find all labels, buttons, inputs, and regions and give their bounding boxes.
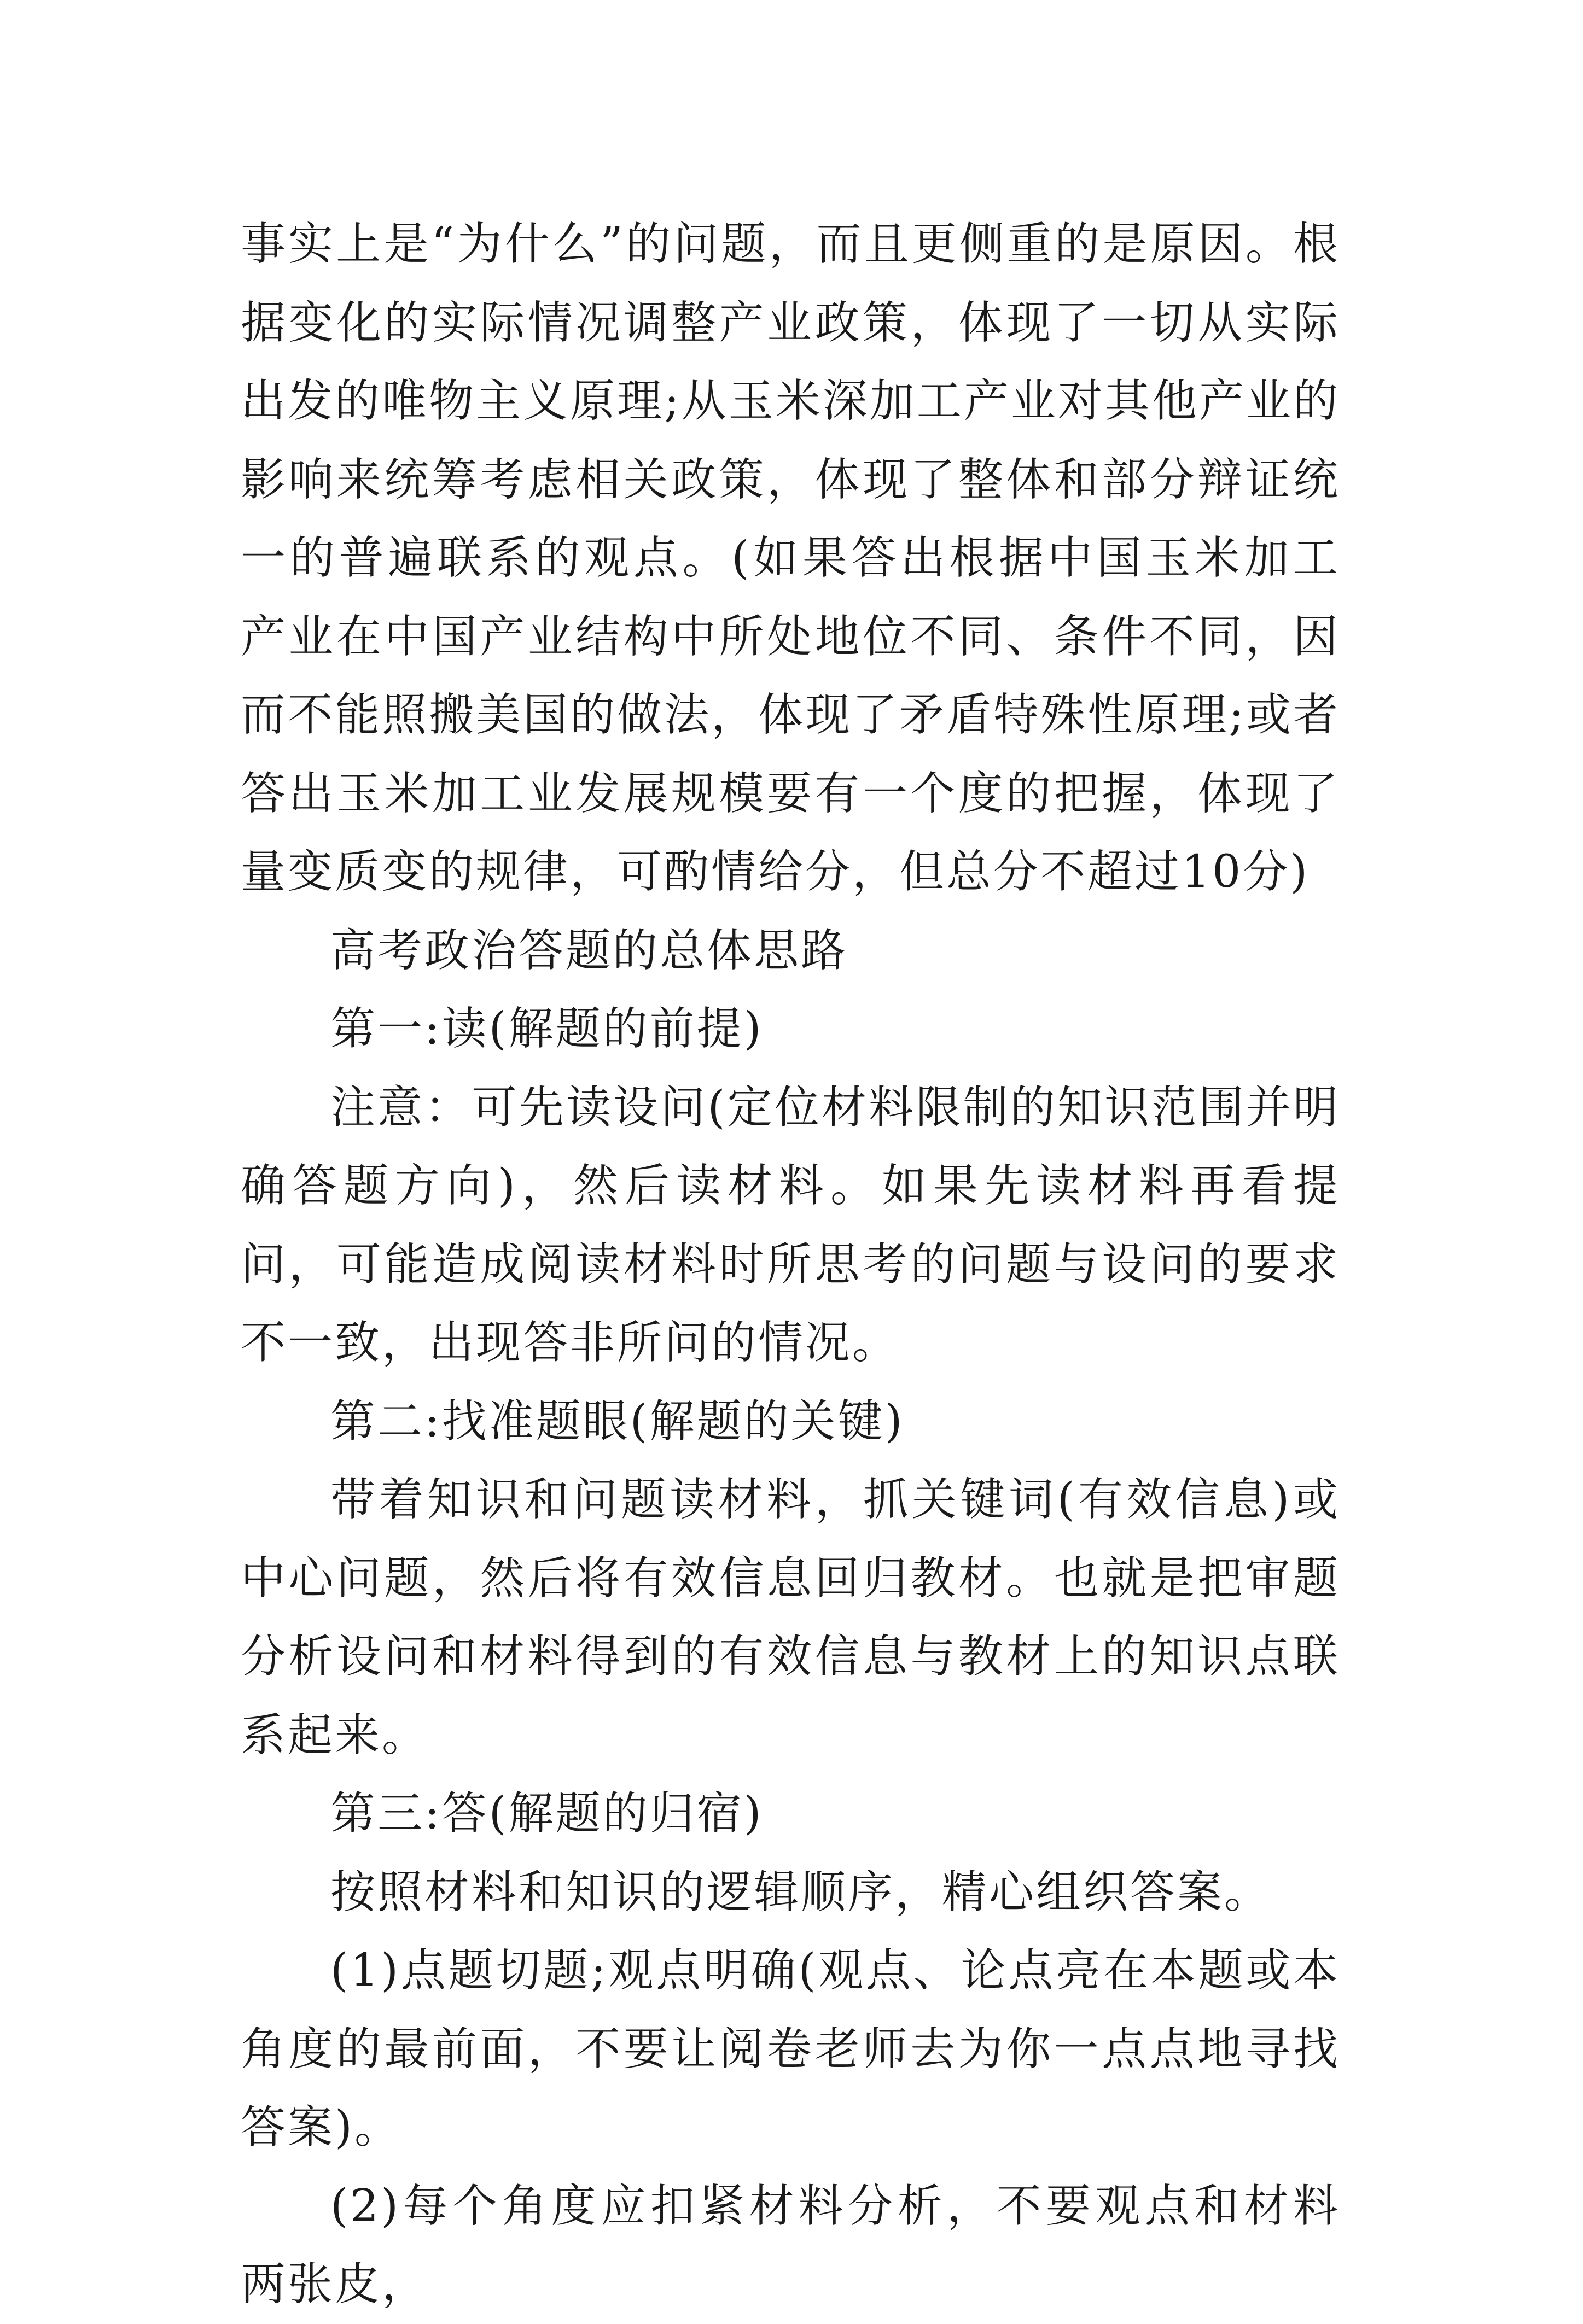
step-three-body: 按照材料和知识的逻辑顺序，精心组织答案。 [330,1866,1272,1918]
list-item-2: (2)每个角度应扣紧材料分析，不要观点和材料两张皮， [241,2180,1340,2310]
step-two-body: 带着知识和问题读材料，抓关键词(有效信息)或中心问题，然后将有效信息回归教材。也就是把审题分析设问和材料得到的有效信息与教材上的知识点联系起来。 [241,1474,1340,1761]
step-three-heading: 第三:答(解题的归宿) [330,1788,764,1840]
step-one-note: 注意：可先读设问(定位材料限制的知识范围并明确答题方向)，然后读材料。如果先读材料再看提问，可能造成阅读材料时所思考的问题与设问的要求不一致，出现答非所问的情况。 [241,1081,1340,1369]
section-heading: 高考政治答题的总体思路 [330,924,848,977]
step-two-heading: 第二:找准题眼(解题的关键) [330,1395,905,1447]
paragraph-continuation: 事实上是“为什么”的问题，而且更侧重的是原因。根据变化的实际情况调整产业政策，体现了一切从实际出发的唯物主义原理;从玉米深加工产业对其他产业的影响来统筹考虑相关政策，体现了整体和部分辩证统一的普遍联系的观点。(如果答出根据中国玉米加工产业在中国产业结构中所处地位不同、条件不同，因而不能照搬美国的做法，体现了矛盾特殊性原理;或者答出玉米加工业发展规模要有一个度的把握，体现了量变质变的规律，可酌情给分，但总分不超过10分) [241,218,1340,898]
document-body [241,205,1340,2324]
list-item-1: (1)点题切题;观点明确(观点、论点亮在本题或本角度的最前面，不要让阅卷老师去为你一点点地寻找答案)。 [241,1945,1340,2153]
step-one-heading: 第一:读(解题的前提) [330,1003,764,1055]
